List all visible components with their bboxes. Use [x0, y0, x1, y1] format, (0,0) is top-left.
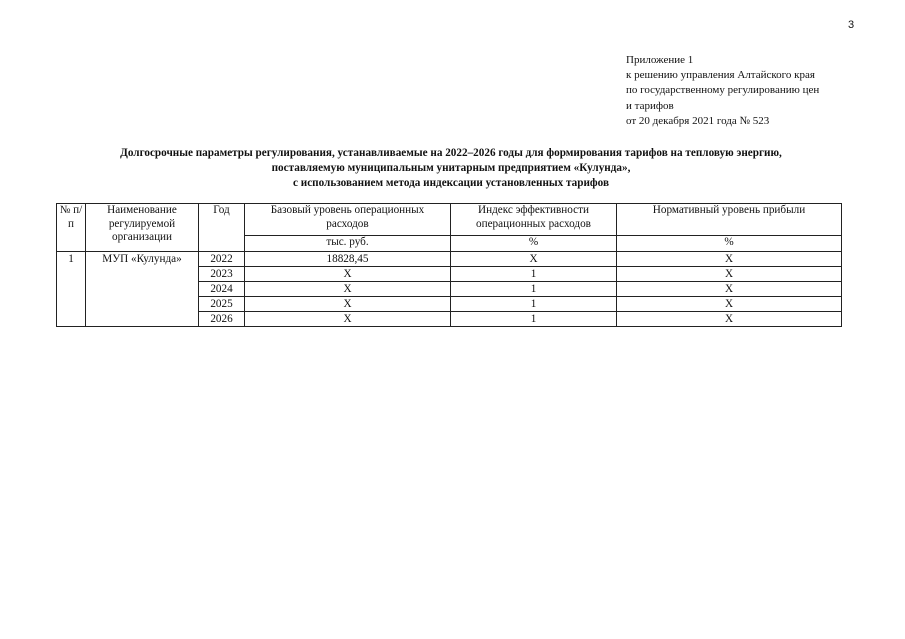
header-base-level: Базовый уровень операционных расходов	[245, 204, 451, 236]
cell-year: 2023	[199, 267, 245, 282]
page-number: 3	[848, 19, 855, 31]
header-efficiency-index: Индекс эффективности операционных расходов	[451, 204, 617, 236]
appendix-line: и тарифов	[626, 99, 674, 112]
cell-profit-level: Х	[617, 267, 842, 282]
cell-base-level: Х	[245, 267, 451, 282]
cell-efficiency-index: Х	[451, 252, 617, 267]
header-num: № п/п	[57, 204, 86, 252]
appendix-line: к решению управления Алтайского края	[626, 69, 815, 82]
cell-profit-level: Х	[617, 252, 842, 267]
cell-efficiency-index: 1	[451, 282, 617, 297]
cell-efficiency-index: 1	[451, 297, 617, 312]
cell-base-level: 18828,45	[245, 252, 451, 267]
appendix-line: от 20 декабря 2021 года № 523	[626, 114, 770, 127]
appendix-line: по государственному регулированию цен	[626, 84, 820, 97]
cell-organization: МУП «Кулунда»	[86, 252, 199, 327]
appendix-line: Приложение 1	[626, 54, 694, 66]
header-organization: Наименование регулируемой организации	[86, 204, 199, 252]
cell-profit-level: Х	[617, 312, 842, 327]
cell-efficiency-index: 1	[451, 312, 617, 327]
cell-profit-level: Х	[617, 297, 842, 312]
cell-base-level: Х	[245, 282, 451, 297]
unit-efficiency-index: %	[451, 236, 617, 252]
header-year: Год	[199, 204, 245, 252]
cell-profit-level: Х	[617, 282, 842, 297]
cell-year: 2025	[199, 297, 245, 312]
cell-base-level: Х	[245, 312, 451, 327]
regulation-parameters-table	[56, 203, 842, 327]
table-row	[57, 252, 842, 267]
cell-year: 2022	[199, 252, 245, 267]
unit-profit-level: %	[617, 236, 842, 252]
cell-base-level: Х	[245, 297, 451, 312]
cell-num: 1	[57, 252, 86, 327]
header-profit-level: Нормативный уровень прибыли	[617, 204, 842, 236]
cell-year: 2024	[199, 282, 245, 297]
title-line: Долгосрочные параметры регулирования, устанавливаемые на 2022–2026 годы для формирования тарифов на тепловую энергию,	[120, 147, 782, 159]
title-line: поставляемую муниципальным унитарным предприятием «Кулунда»,	[271, 162, 631, 174]
cell-efficiency-index: 1	[451, 267, 617, 282]
document-title	[40, 146, 862, 191]
appendix-block	[626, 53, 866, 129]
unit-base-level: тыс. руб.	[245, 236, 451, 252]
cell-year: 2026	[199, 312, 245, 327]
title-line: с использованием метода индексации установленных тарифов	[292, 177, 610, 189]
table-header-row	[57, 204, 842, 236]
